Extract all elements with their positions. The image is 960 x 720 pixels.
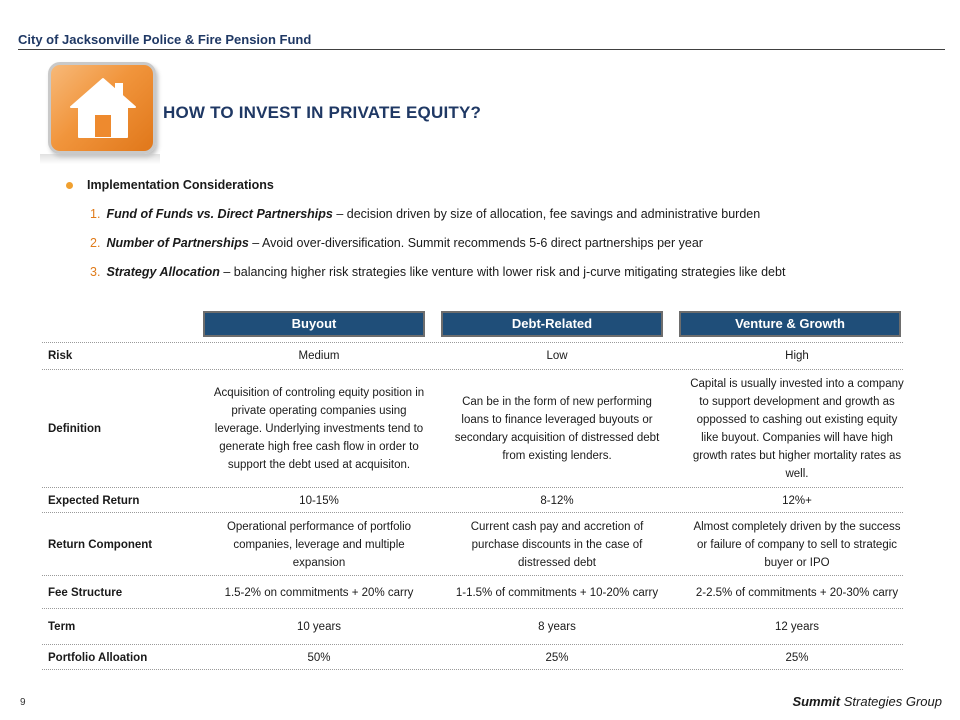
table-row-return-component [42, 514, 903, 576]
row-label: Portfolio Alloation [48, 651, 148, 664]
table-row-expected-return [42, 489, 903, 513]
home-icon [67, 75, 139, 143]
item-lead: Number of Partnerships [106, 236, 249, 250]
column-header-buyout: Buyout [203, 311, 425, 337]
table-cell: Low [546, 350, 568, 362]
table-cell: 12 years [774, 621, 820, 633]
table-cell: Medium [298, 350, 340, 362]
table-cell: 25% [785, 651, 809, 664]
header-divider [18, 49, 945, 50]
table-cell: 2-2.5% of commitments + 20-30% carry [695, 586, 899, 599]
row-label: Term [48, 621, 76, 633]
bullet-item [66, 178, 274, 192]
table-row-portfolio-allocation [42, 646, 903, 670]
table-row-term [42, 610, 903, 645]
table-cell: 1-1.5% of commitments + 10-20% carry [455, 586, 659, 599]
table-cell: Almost completely driven by the success or failure of company to sell to strategic buyer or IPO [693, 520, 901, 569]
item-number: 1. [90, 207, 101, 221]
table-cell: Capital is usually invested into a company to support development and growth as oppossed to cashing out existing equity like buyout. Companies will have high growth rates but higher mortality rates as well. [690, 378, 904, 480]
item-lead: Fund of Funds vs. Direct Partnerships [106, 207, 333, 221]
table-cell: 8 years [538, 621, 576, 633]
document-header-title: City of Jacksonville Police & Fire Pension Fund [18, 32, 312, 47]
table-cell: 10-15% [299, 494, 339, 507]
table-cell: 1.5-2% on commitments + 20% carry [224, 586, 414, 599]
numbered-item-2 [90, 236, 703, 250]
table-cell: 12%+ [782, 494, 812, 507]
table-cell: Current cash pay and accretion of purchase discounts in the case of distressed debt [470, 520, 644, 569]
numbered-item-1 [90, 207, 760, 221]
logo-brand: Summit [792, 694, 841, 709]
tile-reflection [40, 154, 160, 164]
column-header-debt-related: Debt-Related [441, 311, 663, 337]
table-cell: 10 years [296, 621, 342, 633]
item-number: 2. [90, 236, 101, 250]
table-row-definition [42, 371, 903, 488]
bullet-text: Implementation Considerations [87, 178, 274, 192]
table-cell: 25% [545, 651, 569, 664]
table-row-risk [42, 342, 903, 370]
company-logo [792, 694, 942, 709]
numbered-item-3 [90, 265, 785, 279]
item-text: – decision driven by size of allocation, fee savings and administrative burden [332, 207, 761, 221]
logo-rest: Strategies Group [840, 694, 942, 709]
row-label: Fee Structure [48, 586, 123, 599]
table-cell: 50% [307, 651, 331, 664]
column-header-venture-growth: Venture & Growth [679, 311, 901, 337]
item-number: 3. [90, 265, 101, 279]
item-text: – Avoid over-diversification. Summit recommends 5-6 direct partnerships per year [248, 236, 703, 250]
table-cell: Acquisition of controling equity position in private operating companies using leverage. Underlying investments tend to generate high free cash flow in order to support the debt used at acquisiton. [213, 387, 425, 471]
item-text: – balancing higher risk strategies like venture with lower risk and j-curve mitigating strategies like debt [219, 265, 786, 279]
item-lead: Strategy Allocation [106, 265, 220, 279]
table-cell: Operational performance of portfolio companies, leverage and multiple expansion [226, 520, 412, 569]
row-label: Risk [48, 350, 73, 362]
row-label: Definition [48, 423, 102, 435]
home-tile [48, 62, 156, 154]
bullet-dot [66, 182, 73, 189]
table-cell: 8-12% [540, 494, 574, 507]
row-label: Return Component [48, 538, 153, 551]
row-label: Expected Return [48, 494, 140, 507]
table-cell: High [785, 350, 809, 362]
table-cell: Can be in the form of new performing loans to finance leveraged buyouts or secondary acquisition of distressed debt from existing lenders. [454, 396, 660, 462]
page-title: HOW TO INVEST IN PRIVATE EQUITY? [163, 103, 482, 122]
table-row-fee-structure [42, 577, 903, 609]
page-number: 9 [20, 697, 26, 708]
